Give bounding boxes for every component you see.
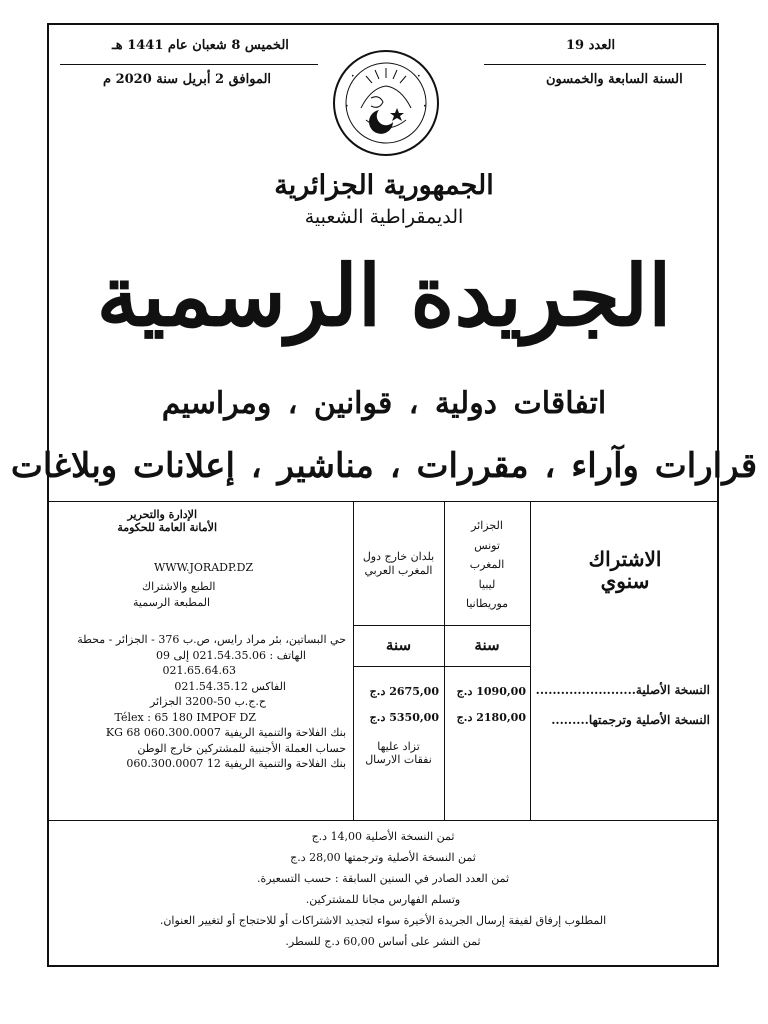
maghreb-countries (444, 516, 530, 614)
price-local-original: 1090,00 د.ج (456, 685, 526, 698)
address: حي البساتين، بئر مراد رايس، ص.ب 376 - الجزائر - محطة (77, 633, 346, 646)
table-bottom-rule (47, 820, 719, 821)
year-row-rule (353, 666, 530, 667)
row-label-original: النسخة الأصلية........................ (535, 683, 710, 697)
bank-account-1: بنك الفلاحة والتنمية الريفية 060.300.0007 68 KG (105, 726, 346, 739)
year-label-local: سنة (474, 636, 500, 654)
admin-subtitle: الأمانة العامة للحكومة (117, 521, 217, 534)
column-rule-1 (353, 501, 354, 820)
admin-title: الإدارة والتحرير (127, 508, 197, 521)
header-row-rule (353, 625, 530, 626)
country-tunisia: تونس (474, 538, 500, 552)
contact-info (60, 632, 346, 772)
republic-subtitle: الديمقراطية الشعبية (304, 206, 464, 228)
page-frame (47, 23, 719, 967)
year-label-foreign: سنة (385, 636, 412, 654)
footer-line-1: ثمن النسخة الأصلية 14,00 د.ج (311, 830, 455, 843)
footer-line-5: المطلوب إرفاق لفيفة إرسال الجريدة الأخيرة سواء لتجديد الاشتراكات أو للاحتجاج أو لتغيير العنوان. (159, 914, 607, 927)
ccp-account: ح.ج.ب 50-3200 الجزائر (149, 695, 266, 708)
journal-subtitle-2: قرارات وآراء ، مقررات ، مناشير ، إعلانات وبلاغات (10, 446, 758, 486)
phone-2: 021.65.64.63 (162, 664, 236, 677)
date-hijri: الخميس 8 شعبان عام 1441 هـ (112, 38, 289, 53)
republic-name: الجمهورية الجزائرية (274, 170, 494, 201)
svg-text:•: • (417, 73, 421, 80)
journal-subtitle-1: اتفاقات دولية ، قوانين ، ومراسيم (161, 386, 607, 421)
telex: Télex : 65 180 IMPOF DZ (114, 710, 256, 724)
website-link[interactable]: WWW.JORADP.DZ (154, 561, 254, 574)
header-rule-right (484, 64, 706, 65)
country-libya: ليبيا (478, 577, 496, 591)
price-foreign-translated: 5350,00 د.ج (369, 711, 439, 724)
column-rule-3 (530, 501, 531, 820)
footer-line-4: وتسلم الفهارس مجانا للمشتركين. (305, 893, 461, 906)
date-gregorian: الموافق 2 أبريل سنة 2020 م (103, 72, 272, 87)
footer-line-2: ثمن النسخة الأصلية وترجمتها 28,00 د.ج (290, 851, 476, 864)
price-foreign-original: 2675,00 د.ج (369, 685, 439, 698)
footer-line-6: ثمن النشر على أساس 60,00 د.ج للسطر. (285, 935, 481, 948)
price-local-translated: 2180,00 د.ج (456, 711, 526, 724)
bank-account-2: بنك الفلاحة والتنمية الريفية 12 060.300.0007 (126, 757, 346, 770)
subscription-title: الاشتراك سنوي (588, 547, 662, 593)
footer-line-3: ثمن العدد الصادر في السنين السابقة : حسب التسعيرة. (256, 872, 510, 885)
phone-1: الهاتف : 021.54.35.06 إلى 09 (155, 648, 306, 662)
svg-text:•: • (351, 73, 355, 80)
country-mauritania: موريطانيا (465, 597, 509, 610)
shipping-note: تزاد عليها نفقات الارسال (365, 740, 432, 766)
fax: الفاكس 021.54.35.12 (174, 679, 286, 693)
state-emblem-icon (331, 48, 441, 158)
issue-number: العدد 19 (566, 38, 616, 53)
volume-year: السنة السابعة والخمسون (546, 72, 683, 87)
bank-foreign-note: حساب العملة الأجنبية للمشتركين خارج الوطن (137, 741, 346, 755)
row-label-translated: النسخة الأصلية وترجمتها......... (551, 713, 710, 727)
country-algeria: الجزائر (471, 519, 503, 532)
country-morocco: المغرب (469, 558, 505, 571)
svg-text:•: • (345, 103, 349, 110)
foreign-countries: بلدان خارج دول المغرب العربي (362, 550, 435, 577)
journal-title: الجريدة الرسمية (96, 246, 672, 345)
svg-text:•: • (423, 103, 427, 110)
administration-block (55, 508, 347, 534)
header-rule-left (60, 64, 318, 65)
table-top-rule (47, 501, 719, 502)
